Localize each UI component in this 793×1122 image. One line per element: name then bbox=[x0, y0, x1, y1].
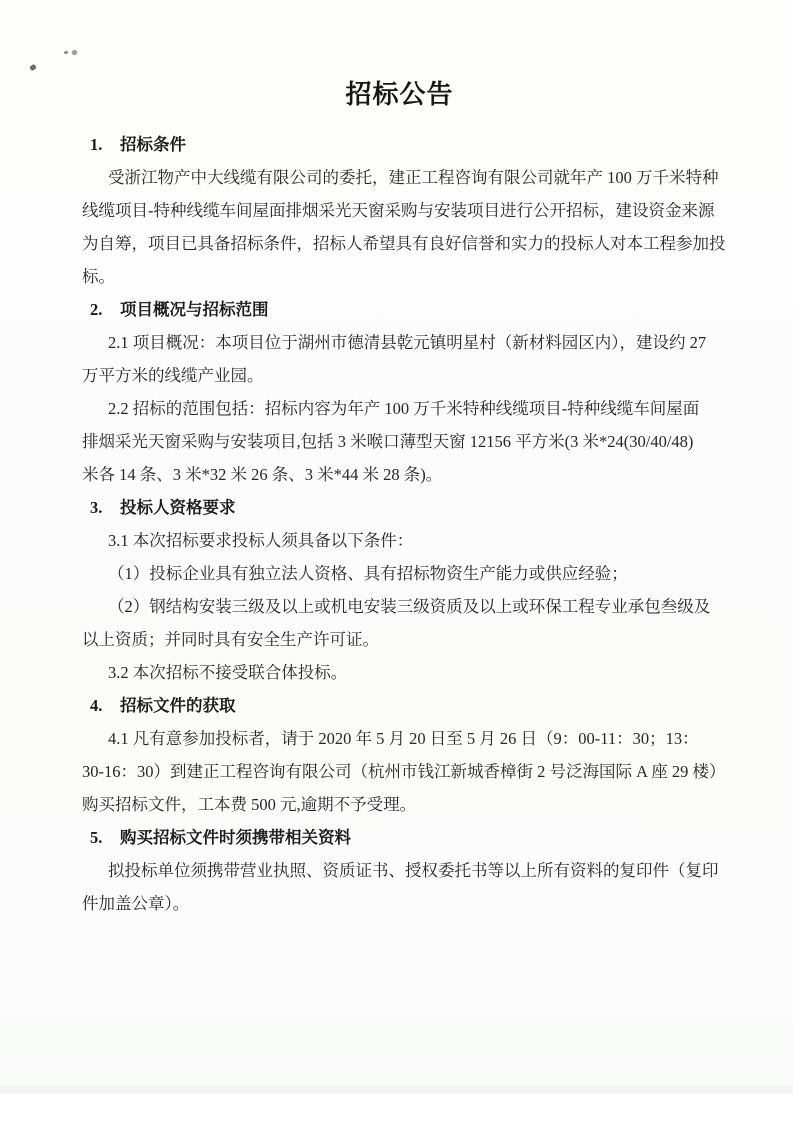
paragraph-line: 2.2 招标的范围包括：招标内容为年产 100 万千米特种线缆项目-特种线缆车间屋面 bbox=[108, 399, 700, 418]
paragraph bbox=[82, 392, 717, 491]
section-heading bbox=[82, 689, 717, 722]
sections-container bbox=[82, 128, 726, 920]
section-heading bbox=[82, 491, 717, 524]
paragraph-line: 米各 14 条、3 米*32 米 26 条、3 米*44 米 28 条)。 bbox=[82, 465, 443, 484]
document-section bbox=[82, 128, 726, 293]
paragraph-line: 购买招标文件，工本费 500 元,逾期不予受理。 bbox=[82, 795, 417, 814]
paragraph bbox=[82, 722, 726, 821]
document-section bbox=[82, 491, 717, 689]
paragraph-line: 线缆项目-特种线缆车间屋面排烟采光天窗采购与安装项目进行公开招标，建设资金来源 bbox=[82, 201, 715, 220]
section-number: 1. bbox=[90, 135, 103, 154]
paragraph-line: 标。 bbox=[82, 267, 115, 286]
document-section bbox=[82, 689, 726, 821]
page-bottom-scan-edge bbox=[0, 1086, 793, 1094]
section-number: 3. bbox=[90, 498, 103, 517]
paragraph-line: 排烟采光天窗采购与安装项目,包括 3 米喉口薄型天窗 12156 平方米(3 米*24(30/40/48) bbox=[82, 432, 694, 451]
paragraph bbox=[82, 524, 717, 557]
paragraph-line: 拟投标单位须携带营业执照、资质证书、授权委托书等以上所有资料的复印件（复印 bbox=[108, 861, 719, 880]
paragraph bbox=[82, 590, 717, 656]
section-heading bbox=[82, 128, 717, 161]
paragraph bbox=[82, 326, 717, 392]
paragraph-line: 3.2 本次招标不接受联合体投标。 bbox=[108, 663, 348, 682]
paragraph bbox=[82, 557, 717, 590]
section-heading-label: 投标人资格要求 bbox=[120, 499, 236, 517]
paragraph-line: 2.1 项目概况：本项目位于湖州市德清县乾元镇明星村（新材料园区内），建设约 27 bbox=[108, 333, 707, 352]
paragraph-line: 4.1 凡有意参加投标者，请于 2020 年 5 月 20 日至 5 月 26 日（9：00-11：30；13： bbox=[108, 729, 699, 748]
paragraph-line: （2）钢结构安装三级及以上或机电安装三级资质及以上或环保工程专业承包叁级及 bbox=[108, 597, 711, 616]
paragraph-line: 受浙江物产中大线缆有限公司的委托，建正工程咨询有限公司就年产 100 万千米特种 bbox=[108, 168, 719, 187]
section-number: 2. bbox=[90, 300, 103, 319]
section-number: 4. bbox=[90, 696, 103, 715]
paragraph-line: 万平方米的线缆产业园。 bbox=[82, 366, 264, 385]
paragraph bbox=[82, 656, 717, 689]
paragraph bbox=[82, 854, 717, 920]
section-heading bbox=[82, 821, 717, 854]
document-section bbox=[82, 293, 717, 491]
document-title: 招标公告 bbox=[345, 79, 454, 109]
paragraph-line: 3.1 本次招标要求投标人须具备以下条件： bbox=[108, 531, 414, 550]
section-number: 5. bbox=[90, 828, 103, 847]
scan-speck bbox=[64, 50, 69, 54]
section-heading bbox=[82, 293, 717, 326]
section-heading-label: 购买招标文件时须携带相关资料 bbox=[120, 829, 351, 847]
section-heading-label: 招标文件的获取 bbox=[120, 697, 236, 715]
scan-speck bbox=[29, 64, 37, 72]
section-heading-label: 招标条件 bbox=[120, 136, 186, 154]
paragraph-line: 为自筹，项目已具备招标条件，招标人希望具有良好信誉和实力的投标人对本工程参加投 bbox=[82, 234, 726, 253]
document-content bbox=[82, 70, 726, 920]
paragraph-line: 30-16：30）到建正工程咨询有限公司（杭州市钱江新城香樟街 2 号泛海国际 A 座 29 楼） bbox=[82, 762, 726, 781]
document-section bbox=[82, 821, 717, 920]
scan-speck bbox=[71, 49, 78, 56]
paragraph bbox=[82, 161, 726, 293]
paragraph-line: （1）投标企业具有独立法人资格、具有招标物资生产能力或供应经验； bbox=[108, 564, 628, 583]
section-heading-label: 项目概况与招标范围 bbox=[120, 301, 269, 319]
paragraph-line: 件加盖公章）。 bbox=[82, 894, 190, 913]
paragraph-line: 以上资质；并同时具有安全生产许可证。 bbox=[82, 630, 379, 649]
